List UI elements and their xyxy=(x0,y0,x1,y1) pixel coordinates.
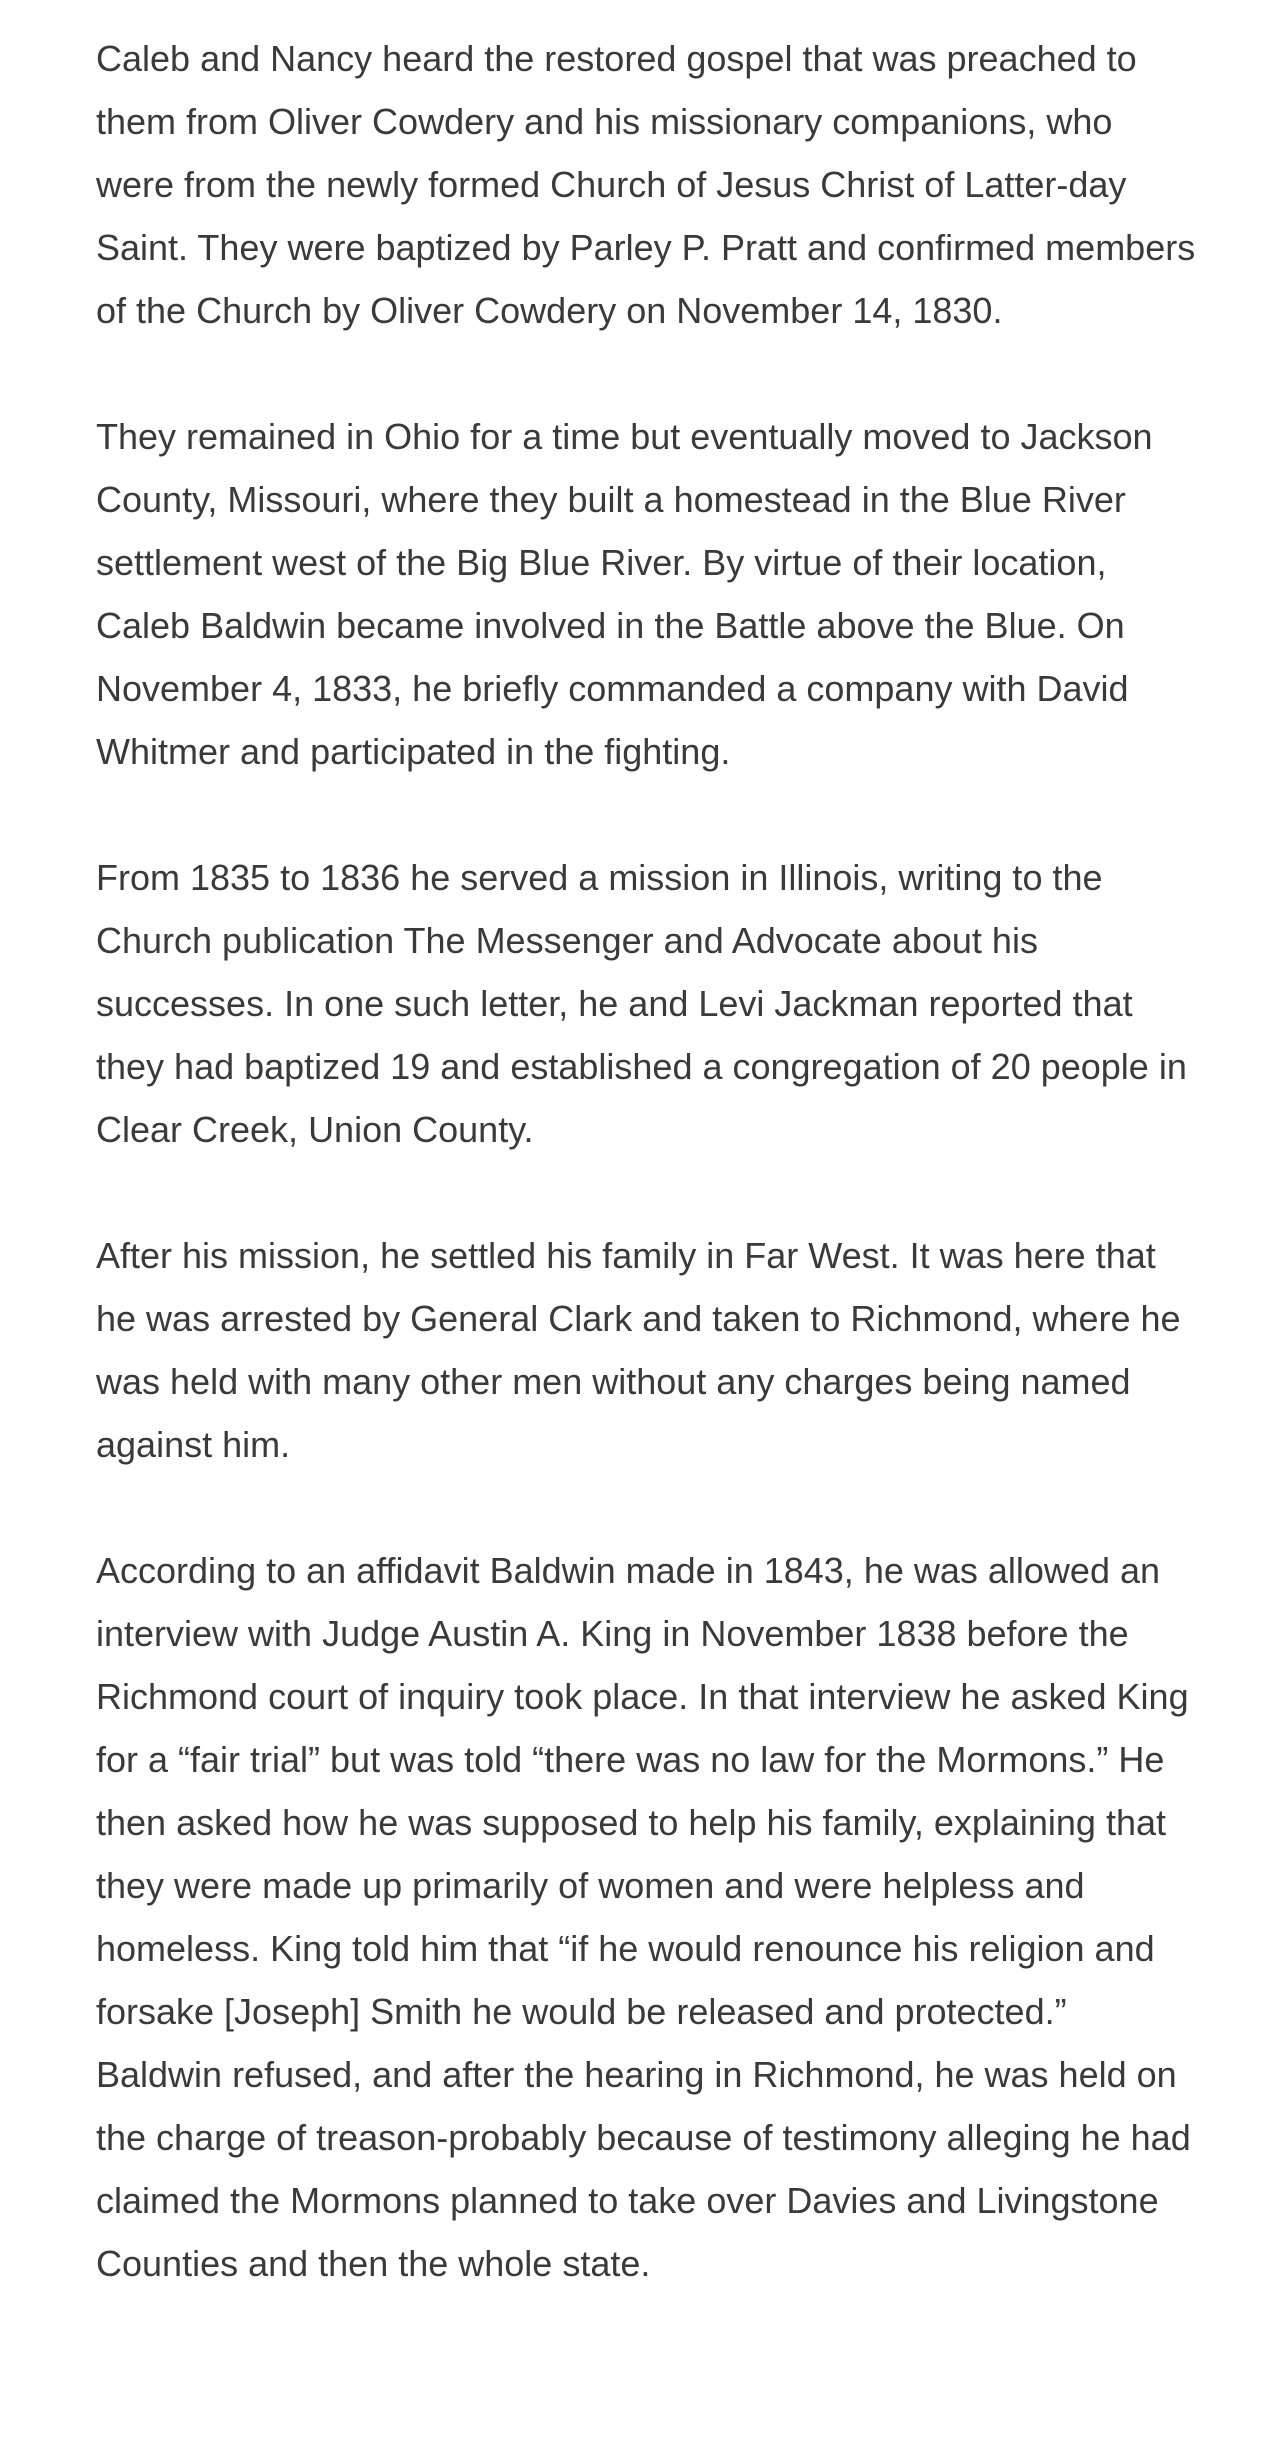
paragraph-far-west: After his mission, he settled his family in Far West. It was here that he was arrested by General Clark and taken to Richmond, where he was held with many other men without any charges being named against him. xyxy=(96,1235,1181,1465)
paragraph-affidavit: According to an affidavit Baldwin made in 1843, he was allowed an interview with Judge Austin A. King in November 1838 before the Richmond court of inquiry took place. In that interview he asked King for a “fair trial” but was told “there was no law for the Mormons.” He then asked how he was supposed to help his family, explaining that they were made up primarily of women and were helpless and homeless. King told him that “if he would renounce his religion and forsake [Joseph] Smith he would be released and protected.” Baldwin refused, and after the hearing in Richmond, he was held on the charge of treason-probably because of testimony alleging he had claimed the Mormons planned to take over Davies and Livingstone Counties and then the whole state. xyxy=(96,1550,1191,2284)
article-body xyxy=(96,27,1196,2295)
paragraph-conversion: Caleb and Nancy heard the restored gospel that was preached to them from Oliver Cowdery and his missionary companions, who were from the newly formed Church of Jesus Christ of Latter-day Saint. They were baptized by Parley P. Pratt and confirmed members of the Church by Oliver Cowdery on November 14, 1830. xyxy=(96,38,1196,331)
paragraph-mission: From 1835 to 1836 he served a mission in Illinois, writing to the Church publication The Messenger and Advocate about his successes. In one such letter, he and Levi Jackman reported that they had baptized 19 and established a congregation of 20 people in Clear Creek, Union County. xyxy=(96,857,1187,1150)
paragraph-missouri: They remained in Ohio for a time but eventually moved to Jackson County, Missouri, where they built a homestead in the Blue River settlement west of the Big Blue River. By virtue of their location, Caleb Baldwin became involved in the Battle above the Blue. On November 4, 1833, he briefly commanded a company with David Whitmer and participated in the fighting. xyxy=(96,416,1153,772)
